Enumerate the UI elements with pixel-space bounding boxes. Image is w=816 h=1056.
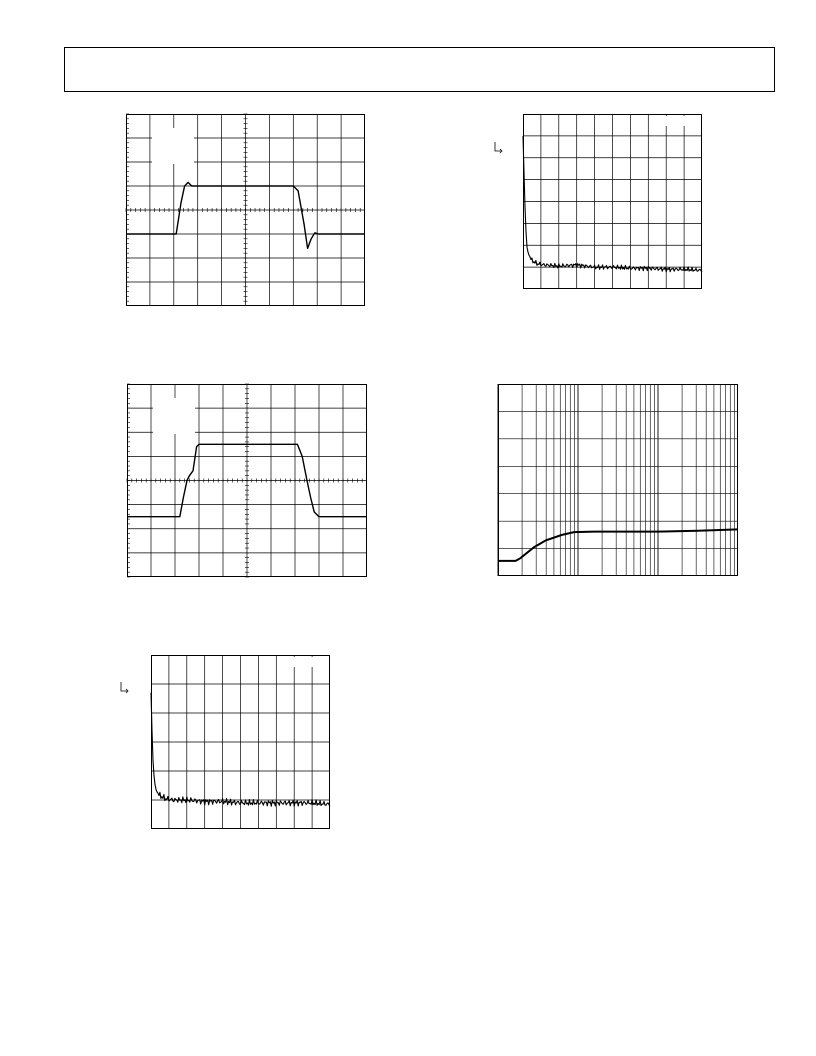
series-line-0 — [498, 529, 738, 561]
oscilloscope-plot-2 — [127, 384, 367, 577]
annotation-background — [153, 398, 195, 434]
annotation-background — [662, 116, 696, 126]
noise-plot-2-svg — [151, 655, 330, 829]
trigger-marker-icon-1 — [494, 141, 504, 153]
noise-plot-2 — [151, 655, 330, 829]
noise-plot-1 — [523, 114, 702, 289]
oscilloscope-plot-1-svg — [126, 114, 365, 306]
trigger-marker-icon-2 — [120, 681, 130, 693]
oscilloscope-plot-2-svg — [127, 384, 367, 577]
annotation-background — [152, 128, 194, 164]
log-frequency-plot-svg — [498, 384, 738, 576]
oscilloscope-plot-1 — [126, 114, 365, 306]
noise-plot-1-svg — [523, 114, 702, 289]
annotation-background — [290, 657, 324, 667]
log-frequency-plot — [498, 384, 738, 576]
page-header-box — [64, 47, 775, 92]
